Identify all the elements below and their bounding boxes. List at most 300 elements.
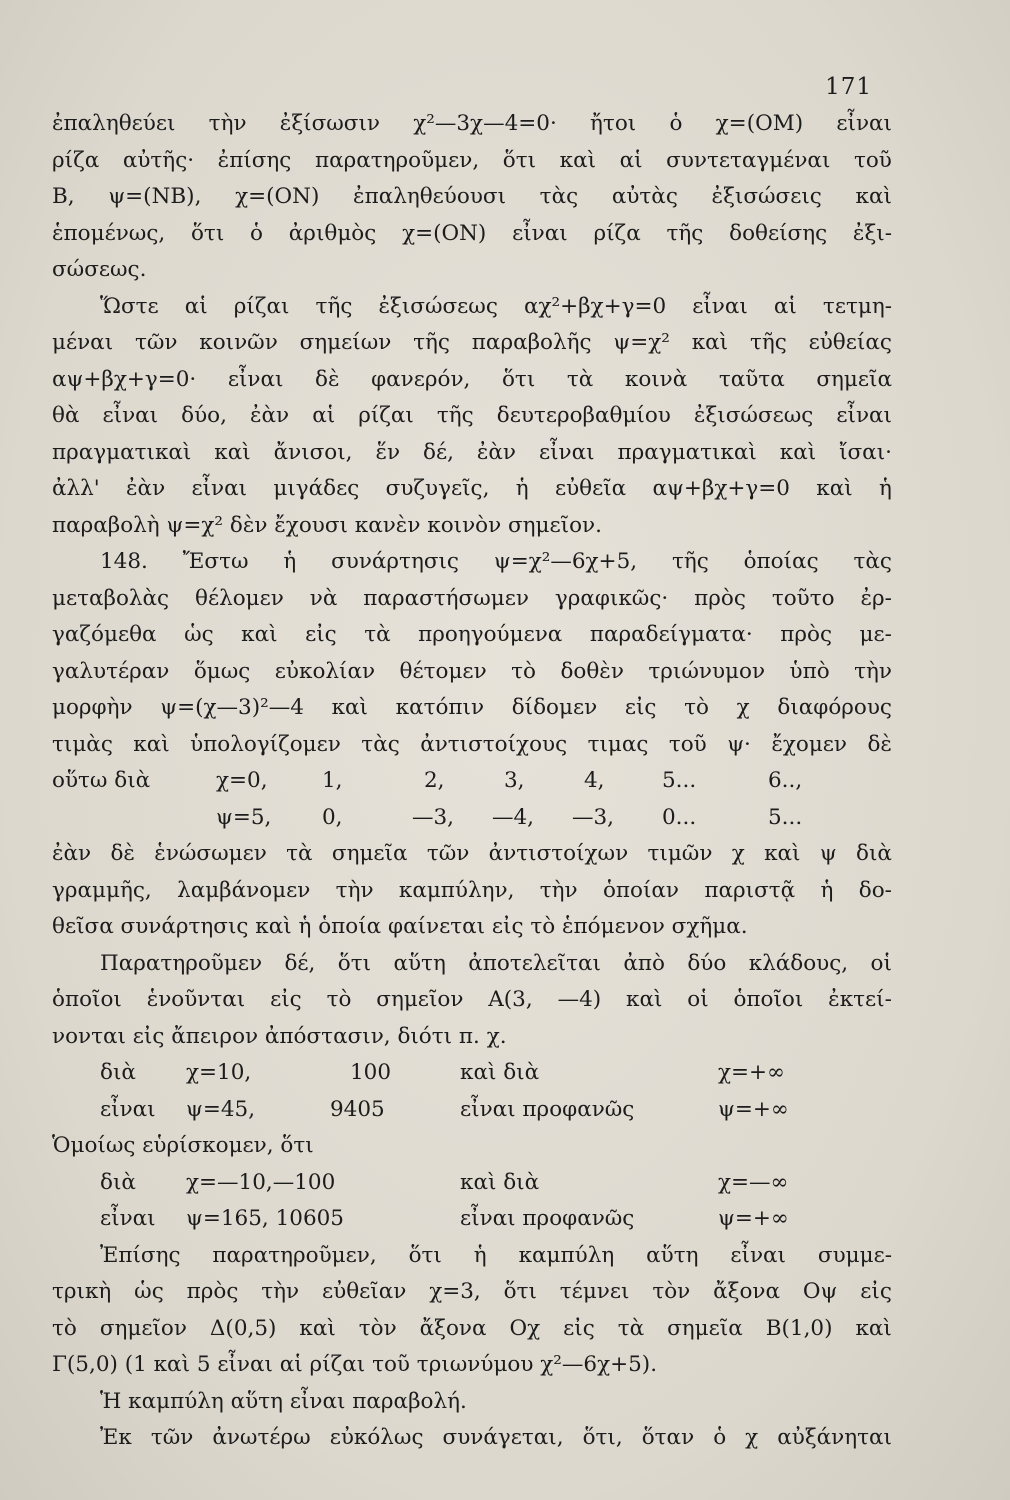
- word: τὰς: [539, 184, 579, 209]
- word: ἀριθμὸς: [288, 220, 377, 246]
- y-values-row: [52, 800, 892, 837]
- word: γαλυτέραν: [52, 658, 170, 684]
- word: κατόπιν: [395, 695, 485, 720]
- word: ψ=χ²—6χ+5,: [493, 549, 638, 574]
- word: ὑπὸ: [789, 658, 830, 684]
- table1-cell: διὰ: [100, 1060, 136, 1085]
- word: ἡ: [820, 877, 834, 903]
- word: αψ+βχ+γ=0·: [52, 366, 197, 392]
- word: ἡ: [473, 1242, 487, 1268]
- word: ἕν: [375, 439, 401, 465]
- word: τῆς: [671, 549, 709, 574]
- word: ὁποίας: [743, 549, 819, 574]
- x-values-label: οὕτω διὰ: [52, 768, 151, 793]
- word: εὐθεῖαν: [322, 1279, 407, 1304]
- word: τρικὴ: [52, 1279, 112, 1304]
- word: σημείων: [299, 330, 392, 355]
- word: Β(1,0): [765, 1315, 833, 1341]
- word: χ=3,: [429, 1279, 481, 1304]
- word: καὶ: [626, 987, 663, 1012]
- word: παραστήσωμεν: [363, 585, 529, 611]
- y-value: ψ=5,: [216, 804, 272, 830]
- word: ὁ: [669, 111, 683, 136]
- word: εἶναι: [512, 220, 568, 246]
- word: ὁ: [713, 1425, 727, 1450]
- word: χ: [736, 695, 750, 720]
- word: αψ+βχ+γ=0: [652, 476, 790, 501]
- word: τὴν: [208, 111, 247, 136]
- text-line: [52, 325, 892, 362]
- word: σημεῖον: [376, 987, 464, 1012]
- text-line: [52, 398, 892, 435]
- word: τιμας: [587, 731, 649, 757]
- text-line: [52, 946, 892, 983]
- word: δέ,: [284, 950, 316, 976]
- text-line: [52, 362, 892, 399]
- text-line: [52, 581, 892, 618]
- word: δίδομεν: [511, 695, 598, 720]
- word: αὕτη: [646, 1242, 699, 1268]
- y-value: —4,: [492, 804, 535, 830]
- word: ψ·: [727, 731, 751, 757]
- word: μιγάδες: [273, 476, 360, 501]
- table2-cell: ψ=165, 10605: [186, 1206, 344, 1231]
- y-value: —3,: [572, 804, 615, 830]
- table2-cell: χ=—10,—100: [186, 1169, 336, 1195]
- text-line: [52, 471, 892, 508]
- word: ρίζα: [593, 220, 641, 246]
- word: πρὸς: [186, 1279, 239, 1304]
- word: σημεῖα: [816, 366, 892, 392]
- section-148-start: [52, 544, 892, 581]
- word: τὴν: [261, 1279, 300, 1304]
- word: ὁποῖοι: [733, 987, 804, 1012]
- word: ἐὰν: [126, 476, 166, 501]
- word: Ἐπίσης: [100, 1242, 181, 1268]
- word: ἐξισώσεως: [693, 403, 814, 428]
- word: τῆς: [413, 330, 450, 355]
- word: συζυγεῖς,: [385, 476, 490, 501]
- word: δὲ: [110, 841, 135, 866]
- word: ταῦτα: [718, 366, 785, 392]
- word: ἐξισώσεις: [711, 184, 822, 209]
- word: εἶναι: [836, 403, 892, 428]
- word: τὸ: [326, 987, 352, 1012]
- word: ἀντιστοίχους: [420, 731, 568, 757]
- word: καὶ: [559, 147, 597, 173]
- word: διὰ: [856, 841, 892, 866]
- word: ἀντιστοίχων: [488, 841, 629, 866]
- table2-row: [52, 1201, 892, 1238]
- text-line: Ἡ καμπύλη αὕτη εἶναι παραβολή.: [100, 1388, 467, 1414]
- word: τῆς: [436, 403, 474, 428]
- word: μορφὴν: [52, 695, 133, 720]
- word: ἀποτελεῖται: [468, 950, 601, 976]
- word: συντεταγμέναι: [666, 147, 831, 173]
- word: ὅτι: [190, 220, 225, 246]
- word: παραδείγματα·: [589, 622, 753, 647]
- word: εὐθείας: [808, 330, 892, 355]
- word: με-: [859, 622, 892, 647]
- word: ὅτι,: [582, 1425, 623, 1450]
- word: ἴσαι·: [839, 439, 892, 465]
- x-value: 2,: [424, 768, 445, 793]
- word: ἄξονα: [419, 1315, 487, 1341]
- word: καμπύλη: [518, 1242, 615, 1268]
- x-value: 5...: [662, 768, 697, 793]
- word: ἤτοι: [590, 111, 637, 136]
- word: τὰ: [364, 622, 391, 647]
- word: εἶναι: [191, 476, 248, 501]
- word: χ: [745, 1425, 759, 1450]
- word: τὴν: [335, 877, 374, 903]
- y-value: 0,: [322, 804, 343, 830]
- word: εἰς: [563, 1315, 595, 1341]
- word: τιμὰς: [52, 731, 113, 757]
- word: Ἔστω: [182, 549, 249, 574]
- table1-cell: καὶ διὰ: [460, 1060, 540, 1085]
- page-body: [52, 106, 892, 1457]
- text-line: θεῖσα συνάρτησις καὶ ἡ ὁποία φαίνεται εἰς τὸ ἑπόμενον σχῆμα.: [52, 914, 748, 939]
- word: ἐπίσης: [217, 147, 292, 173]
- word: ὅτι: [337, 950, 372, 976]
- y-value: 0...: [662, 804, 697, 830]
- word: χ=(ΟΝ): [402, 220, 487, 246]
- word: τὰ: [286, 841, 313, 866]
- word: τὰ: [617, 1315, 645, 1341]
- text-line: Γ(5,0) (1 καὶ 5 εἶναι αἱ ρίζαι τοῦ τριωνύμου χ²—6χ+5).: [52, 1352, 658, 1377]
- word: ὁποίαν: [602, 877, 680, 903]
- word: καὶ: [764, 841, 801, 866]
- text-line: [52, 690, 892, 727]
- word: δύο: [687, 950, 727, 976]
- text-line: [52, 435, 892, 472]
- text-line: [52, 1274, 892, 1311]
- word: ἐξι-: [852, 220, 892, 246]
- word: καὶ: [816, 476, 853, 501]
- word: συνάγεται,: [442, 1425, 564, 1450]
- word: ἀλλ': [52, 476, 100, 501]
- word: ἄνισοι,: [273, 439, 353, 465]
- table2-row: [52, 1165, 892, 1202]
- text-line: [52, 873, 892, 910]
- word: εἰς: [270, 987, 302, 1012]
- text-line: [52, 727, 892, 764]
- word: ἑνοῦνται: [146, 987, 246, 1012]
- word: τῆς: [315, 293, 353, 319]
- x-values-row: [52, 763, 892, 800]
- word: ἐπαληθεύει: [52, 111, 176, 136]
- word: —4): [557, 987, 602, 1012]
- word: τὸ: [684, 695, 709, 720]
- table2-cell: διὰ: [100, 1169, 136, 1195]
- word: εἶναι: [836, 111, 892, 136]
- word: ὅταν: [641, 1425, 695, 1450]
- word: δέ,: [423, 439, 454, 465]
- word: χ²—3χ—4=0·: [413, 111, 557, 136]
- word: ὡς: [184, 622, 214, 647]
- table1-cell: εἶναι προφανῶς: [460, 1096, 635, 1122]
- word: ψ=(χ—3)²—4: [160, 695, 304, 720]
- word: οἱ: [687, 987, 709, 1012]
- word: εἰς: [860, 1279, 892, 1304]
- word: λαμβάνομεν: [177, 877, 311, 903]
- word: ἐὰν: [250, 403, 290, 428]
- word: Β,: [52, 184, 75, 209]
- word: φανερόν,: [371, 366, 471, 392]
- word: κοινὰ: [624, 366, 688, 392]
- word: δὲ: [867, 731, 892, 757]
- table1-row: [52, 1092, 892, 1129]
- word: καὶ: [331, 695, 368, 720]
- word: ρίζαι: [233, 293, 290, 319]
- text-line: [52, 836, 892, 873]
- word: Οχ: [509, 1315, 541, 1341]
- word: αχ²+βχ+γ=0: [523, 293, 667, 319]
- word: τοῦτο: [771, 585, 835, 611]
- table1-cell: 9405: [330, 1096, 385, 1122]
- word: ψ=χ²: [613, 330, 670, 355]
- table1-cell: εἶναι: [100, 1096, 156, 1122]
- word: τῆς: [749, 330, 787, 355]
- word: Δ(0,5): [209, 1315, 277, 1341]
- word: μέναι: [52, 330, 114, 355]
- word: ἀνωτέρω: [212, 1425, 311, 1450]
- word: συμμε-: [817, 1242, 892, 1268]
- word: τὰ: [566, 366, 594, 392]
- word: δὲ: [315, 366, 340, 392]
- word: εὐκόλως: [329, 1425, 424, 1450]
- word: τὰς: [853, 549, 892, 574]
- word: ἐὰν: [476, 439, 516, 465]
- word: γραφικῶς·: [554, 585, 669, 611]
- word: ψ=(ΝΒ),: [108, 184, 202, 209]
- word: ἐὰν: [52, 841, 92, 866]
- word: τῶν: [134, 330, 178, 355]
- table1-cell: ψ=45,: [186, 1096, 256, 1122]
- table2-cell: καὶ διὰ: [460, 1169, 540, 1195]
- page-number: 171: [825, 74, 872, 100]
- word: εἰς: [624, 695, 657, 720]
- text-line: [52, 982, 892, 1019]
- word: ὅτι: [503, 1279, 537, 1304]
- table1-cell: 100: [350, 1060, 392, 1085]
- word: αἱ: [773, 293, 797, 319]
- word: πραγματικαὶ: [617, 439, 757, 465]
- word: αὐξάνηται: [777, 1425, 892, 1450]
- x-value: 1,: [322, 768, 343, 793]
- word: ἑπομένως,: [52, 220, 166, 246]
- word: αὕτη: [393, 950, 446, 976]
- word: ρίζα: [52, 147, 100, 173]
- word: μεταβολὰς: [52, 585, 170, 611]
- word: καὶ: [855, 184, 892, 209]
- word: καὶ: [133, 731, 170, 757]
- word: ἐκτεί-: [828, 987, 892, 1012]
- word: ὅτι: [501, 366, 536, 392]
- word: εὐθεῖα: [554, 476, 627, 501]
- word: Οψ: [802, 1279, 838, 1304]
- word: αὐτῆς·: [122, 147, 195, 173]
- word: Παρατηροῦμεν: [100, 950, 263, 976]
- word: τὴν: [854, 658, 892, 684]
- word: παριστᾷ: [704, 877, 796, 903]
- y-value: 5...: [768, 804, 803, 830]
- text-line: παραβολὴ ψ=χ² δὲν ἔχουσι κανὲν κοινὸν σημεῖον.: [52, 512, 602, 538]
- word: τριώνυμον: [648, 658, 766, 684]
- word: καὶ: [779, 439, 817, 465]
- word: ἡ: [283, 549, 297, 574]
- table2-cell: ψ=+∞: [718, 1206, 789, 1231]
- word: παραβολῆς: [471, 330, 592, 355]
- word: ἐρ-: [860, 585, 892, 611]
- word: ἀπὸ: [623, 950, 665, 976]
- word: θὰ: [52, 403, 80, 428]
- word: θέλομεν: [195, 585, 284, 611]
- text-line: Ὁμοίως εὑρίσκομεν, ὅτι: [52, 1133, 314, 1158]
- text-line: σώσεως.: [52, 257, 147, 282]
- text-line: [52, 1420, 892, 1457]
- word: τῶν: [150, 1425, 194, 1450]
- text-line: νονται εἰς ἄπειρον ἀπόστασιν, διότι π. χ.: [52, 1023, 507, 1049]
- word: Ἐκ: [100, 1425, 132, 1450]
- word: διαφόρους: [777, 695, 892, 720]
- word: ἐξισώσεως: [378, 293, 498, 319]
- word: εὐκολίαν: [274, 658, 376, 684]
- word: δοθείσης: [729, 220, 828, 246]
- word: σημεῖα: [667, 1315, 743, 1341]
- word: ψ: [819, 841, 837, 866]
- word: ὅμως: [193, 658, 251, 684]
- word: κλάδους,: [748, 950, 849, 976]
- word: ρίζαι: [358, 403, 414, 428]
- x-value: 4,: [584, 768, 605, 793]
- word: εἶναι: [692, 293, 748, 319]
- word: χ=(ΟΝ): [235, 184, 320, 209]
- word: σημεῖα: [331, 841, 408, 866]
- table2-cell: εἶναι προφανῶς: [460, 1206, 635, 1231]
- word: συνάρτησις: [331, 549, 459, 574]
- table2-cell: χ=—∞: [718, 1169, 789, 1195]
- word: τὸν: [358, 1315, 397, 1341]
- word: τὰς: [361, 731, 400, 757]
- word: δευτεροβαθμίου: [496, 403, 671, 428]
- word: τὸ: [511, 658, 536, 684]
- word: τὸν: [652, 1279, 691, 1304]
- table1-cell: χ=+∞: [718, 1060, 785, 1085]
- word: πραγματικαὶ: [52, 439, 192, 465]
- word: αἱ: [184, 293, 208, 319]
- word: ἔχομεν: [771, 731, 848, 757]
- word: σημεῖον: [99, 1315, 187, 1341]
- word: ἑνώσωμεν: [154, 841, 267, 866]
- word: εἰς: [305, 622, 337, 647]
- word: κοινῶν: [199, 330, 278, 355]
- text-line: [52, 143, 892, 180]
- x-value: χ=0,: [216, 768, 268, 793]
- word: τὸ: [52, 1315, 77, 1341]
- word: καὶ: [691, 330, 729, 355]
- word: ὁ: [250, 220, 263, 246]
- text-line: [52, 289, 892, 326]
- word: εἶναι: [227, 366, 284, 392]
- word: ὅτι: [408, 1242, 442, 1268]
- word: τοῦ: [853, 147, 892, 173]
- word: τὴν: [539, 877, 578, 903]
- text-line: [52, 1311, 892, 1348]
- word: τετμη-: [822, 293, 892, 319]
- word: τοῦ: [668, 731, 707, 757]
- word: γραμμῆς,: [52, 877, 152, 903]
- word: εἶναι: [102, 403, 159, 428]
- word: Α(3,: [488, 987, 533, 1012]
- table1-cell: ψ=+∞: [718, 1096, 789, 1122]
- word: ἐπαληθεύουσι: [353, 184, 506, 209]
- word: τιμῶν: [647, 841, 713, 866]
- word: Ὥστε: [100, 293, 159, 319]
- word: δο-: [858, 877, 892, 903]
- table2-cell: εἶναι: [100, 1206, 156, 1231]
- text-line: [52, 1238, 892, 1275]
- word: παρατηροῦμεν,: [212, 1242, 377, 1268]
- word: ἡ: [515, 476, 529, 501]
- text-line: [52, 617, 892, 654]
- word: ὁποῖοι: [52, 987, 122, 1012]
- word: νὰ: [309, 585, 338, 611]
- word: ὡς: [134, 1279, 164, 1304]
- word: καὶ: [855, 1315, 892, 1341]
- word: τῆς: [666, 220, 704, 246]
- word: χ=(ΟΜ): [715, 111, 804, 136]
- word: ὅτι: [502, 147, 537, 173]
- x-value: 3,: [504, 768, 525, 793]
- word: καὶ: [241, 622, 278, 647]
- word: αὐτὰς: [611, 184, 678, 209]
- word: οἱ: [870, 950, 892, 976]
- word: τέμνει: [559, 1279, 630, 1304]
- word: πρὸς: [780, 622, 833, 647]
- word: ἄξονα: [713, 1279, 781, 1304]
- word: καὶ: [214, 439, 251, 465]
- text-line: [52, 179, 892, 216]
- word: ἡ: [879, 476, 892, 501]
- word: δύο,: [181, 403, 227, 428]
- table1-row: [52, 1055, 892, 1092]
- word: γαζόμεθα: [52, 622, 157, 647]
- word: δοθὲν: [560, 658, 624, 684]
- word: καμπύλην,: [398, 877, 515, 903]
- word: χ: [731, 841, 745, 866]
- word: καὶ: [299, 1315, 336, 1341]
- word: θέτομεν: [399, 658, 487, 684]
- text-line: [52, 216, 892, 253]
- text-line: [52, 654, 892, 691]
- word: αἱ: [312, 403, 336, 428]
- word: εἶναι: [538, 439, 595, 465]
- text-line: [52, 106, 892, 143]
- x-value: 6..,: [768, 768, 803, 793]
- word: πρὸς: [694, 585, 746, 611]
- word: παρατηροῦμεν,: [314, 147, 480, 173]
- word: 148.: [100, 549, 148, 574]
- word: ἐξίσωσιν: [279, 111, 380, 136]
- word: προηγούμενα: [418, 622, 563, 647]
- word: εἶναι: [730, 1242, 786, 1268]
- word: τῶν: [426, 841, 470, 866]
- word: ὑπολογίζομεν: [190, 731, 341, 757]
- word: αἱ: [619, 147, 643, 173]
- table1-cell: χ=10,: [186, 1060, 252, 1085]
